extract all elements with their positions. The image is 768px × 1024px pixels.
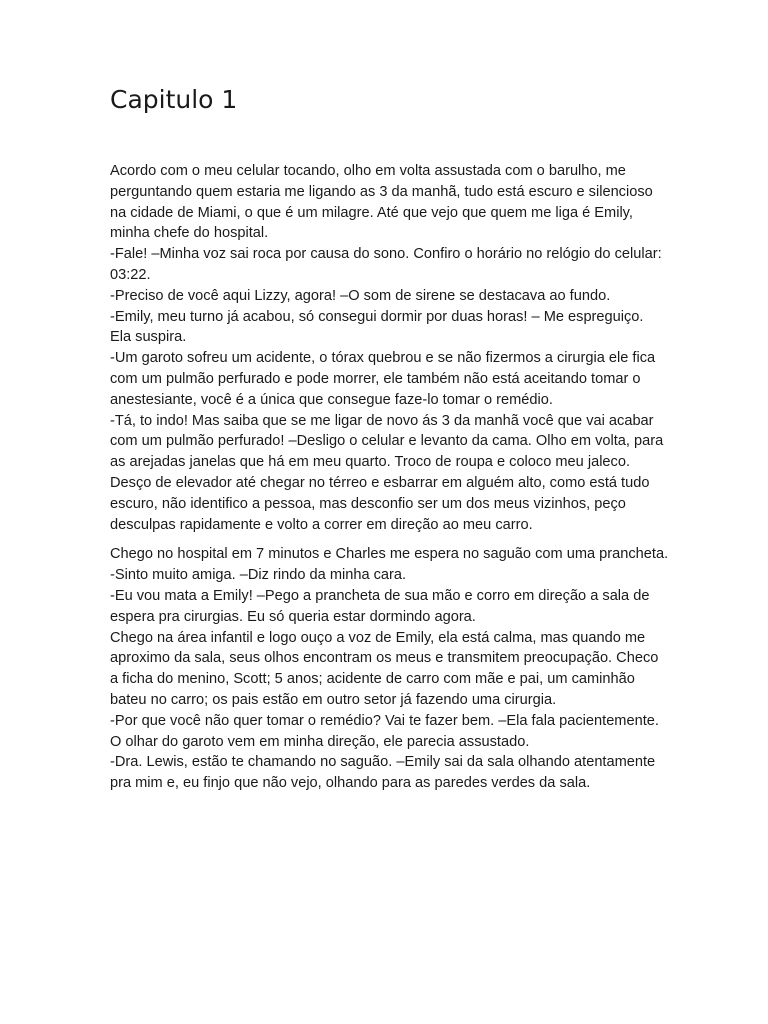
paragraph: -Sinto muito amiga. –Diz rindo da minha cara. xyxy=(110,567,407,584)
paragraph: -Fale! –Minha voz sai roca por causa do sono. Confiro o horário no relógio do celular: 03:22. xyxy=(110,246,662,283)
paragraph: Chego no hospital em 7 minutos e Charles me espera no saguão com uma prancheta. xyxy=(110,546,669,563)
paragraph: -Por que você não quer tomar o remédio? Vai te fazer bem. –Ela fala pacientemente. O olhar do garoto vem em minha direção, ele parecia assustado. xyxy=(110,712,659,750)
paragraph: -Emily, meu turno já acabou, só consegui dormir por duas horas! – Me espreguiço. xyxy=(110,308,644,325)
paragraph: -Eu vou mata a Emily! –Pego a prancheta de sua mão e corro em direção a sala de espera pra cirurgias. Eu só queria estar dormindo agora. xyxy=(110,587,650,625)
paragraph: Chego na área infantil e logo ouço a voz de Emily, ela está calma, mas quando me aproximo da sala, seus olhos encontram os meus e transmitem preocupação. Checo a ficha do menino, Scott; 5 anos; acidente de carro com mãe e pai, um caminhão bateu no carro; os pais estão em outro setor já fazendo uma cirurgia. xyxy=(110,629,659,708)
paragraph: Ela suspira. xyxy=(110,329,187,346)
paragraph: -Tá, to indo! Mas saiba que se me ligar de novo ás 3 da manhã você que vai acabar com um pulmão perfurado! –Desligo o celular e levanto da cama. Olho em volta, para as arejadas janelas que há em meu quarto. Troco de roupa e coloco meu jaleco. xyxy=(110,412,664,471)
paragraph: Acordo com o meu celular tocando, olho em volta assustada com o barulho, me perguntando quem estaria me ligando as 3 da manhã, tudo está escuro e silencioso na cidade de Miami, o que é um milagre. Até que vejo que quem me liga é Emily, minha chefe do hospital. xyxy=(110,163,653,242)
section-gap xyxy=(110,535,670,544)
paragraph: -Um garoto sofreu um acidente, o tórax quebrou e se não fizermos a cirurgia ele fica com um pulmão perfurado e pode morrer, ele também não está aceitando tomar o anestesiante, você é a única que consegue faze-lo tomar o remédio. xyxy=(110,350,656,408)
paragraph: Desço de elevador até chegar no térreo e esbarrar em alguém alto, como está tudo escuro, não identifico a pessoa, mas desconfio ser um dos meus vizinhos, peço desculpas rapidamente e volto a correr em direção ao meu carro. xyxy=(110,474,650,533)
paragraph: -Preciso de você aqui Lizzy, agora! –O som de sirene se destacava ao fundo. xyxy=(110,287,611,304)
paragraph: -Dra. Lewis, estão te chamando no saguão. –Emily sai da sala olhando atentamente pra mim e, eu finjo que não vejo, olhando para as paredes verdes da sala. xyxy=(110,754,656,792)
chapter-title: Capitulo 1 xyxy=(110,85,238,114)
document-body xyxy=(110,161,670,794)
